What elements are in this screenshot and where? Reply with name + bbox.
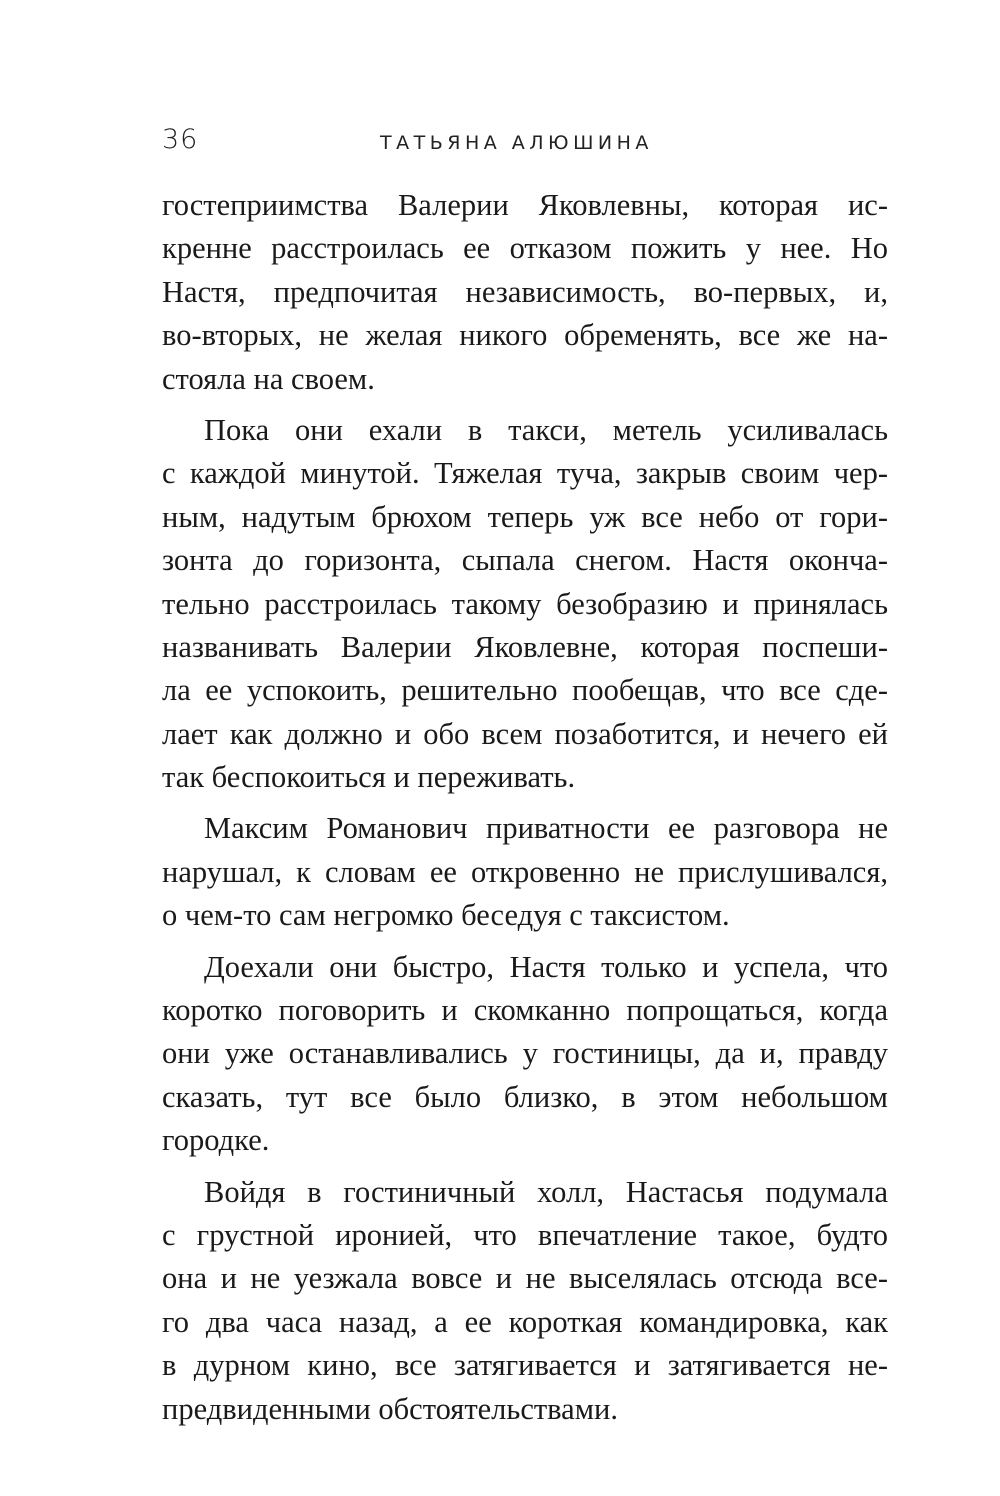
text-line: с грустной иронией, что впечатление такое, будто: [162, 1217, 888, 1252]
text-line: ным, надутым брюхом теперь уж все небо от гори-: [162, 499, 888, 534]
paragraph: [162, 807, 888, 937]
text-line: ла ее успокоить, решительно пообещав, что все сде-: [162, 673, 888, 708]
text-line: лает как должно и обо всем позаботится, и нечего ей: [162, 716, 888, 751]
text-line: городке.: [162, 1123, 270, 1158]
text-line: нарушал, к словам ее откровенно не прислушивался,: [162, 854, 888, 889]
text-line: так беспокоиться и переживать.: [162, 760, 576, 795]
text-line: названивать Валерии Яковлевне, которая поспеши-: [162, 629, 888, 664]
text-line: сказать, тут все было близко, в этом небольшом: [162, 1079, 888, 1114]
text-line: го два часа назад, а ее короткая командировка, как: [162, 1304, 888, 1339]
text-line: Доехали они быстро, Настя только и успела, что: [204, 949, 888, 984]
paragraph: [162, 946, 888, 1163]
text-line: коротко поговорить и скомканно попрощаться, когда: [162, 993, 888, 1028]
book-author: ТАТЬЯНА АЛЮШИНА: [380, 132, 653, 154]
text-line: во-вторых, не желая никого обременять, все же на-: [162, 318, 888, 353]
text-line: они уже останавливались у гостиницы, да и, правду: [162, 1036, 888, 1071]
text-line: Пока они ехали в такси, метель усиливалась: [204, 412, 888, 447]
text-line: в дурном кино, все затягивается и затягивается не-: [162, 1348, 888, 1383]
paragraph: [162, 1171, 888, 1431]
text-line: предвиденными обстоятельствами.: [162, 1391, 618, 1426]
text-line: кренне расстроилась ее отказом пожить у нее. Но: [162, 231, 888, 266]
text-line: Максим Романович приватности ее разговора не: [204, 811, 888, 846]
text-line: гостеприимства Валерии Яковлевны, которая ис-: [162, 188, 888, 222]
text-line: тельно расстроилась такому безобразию и принялась: [162, 586, 888, 621]
text-line: о чем-то сам негромко беседуя с таксистом.: [162, 898, 730, 933]
text-line: Войдя в гостиничный холл, Настасья подумала: [204, 1174, 888, 1209]
text-line: Настя, предпочитая независимость, во-первых, и,: [162, 274, 888, 309]
text-line: она и не уезжала вовсе и не выселялась отсюда все-: [162, 1261, 888, 1296]
paragraph: [162, 184, 888, 401]
text-line: с каждой минутой. Тяжелая туча, закрыв своим чер-: [162, 456, 888, 491]
text-line: стояла на своем.: [162, 361, 375, 396]
page-number: 36: [162, 124, 199, 155]
running-head: [162, 124, 838, 164]
text-line: зонта до горизонта, сыпала снегом. Настя оконча-: [162, 543, 888, 578]
body-text: [162, 184, 888, 1439]
paragraph: [162, 409, 888, 800]
